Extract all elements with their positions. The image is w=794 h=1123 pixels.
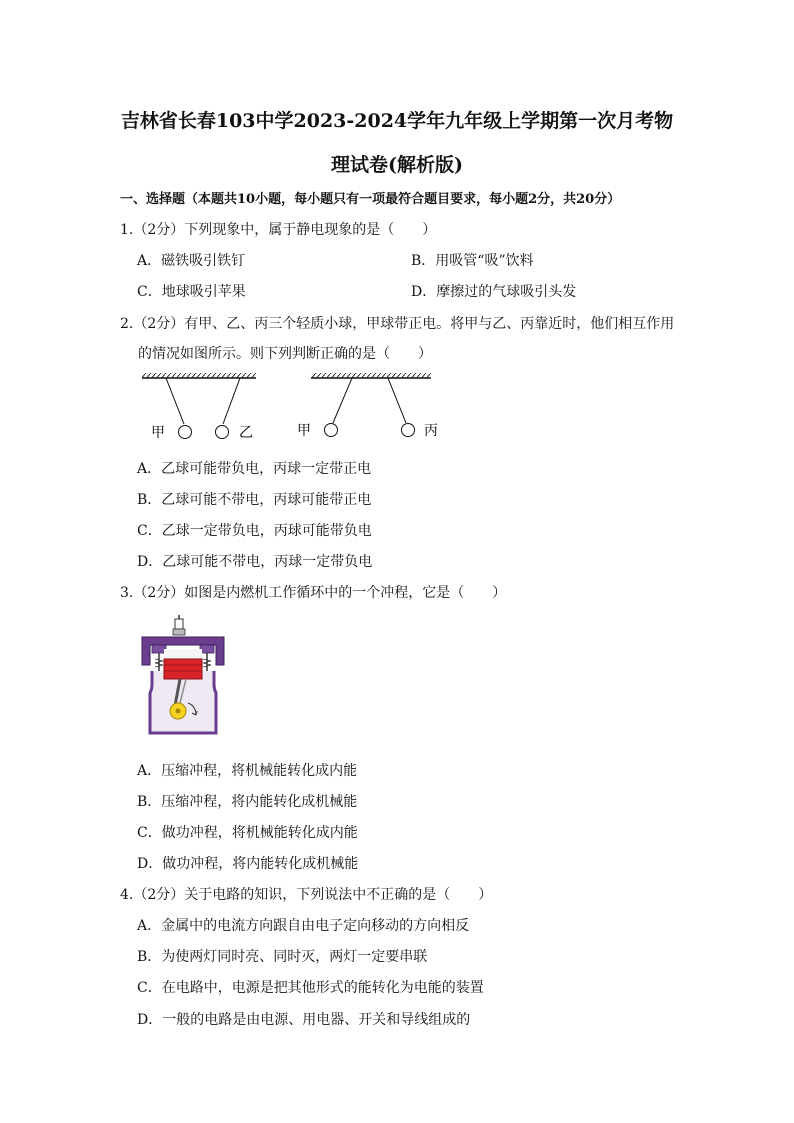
q2-option-c: C．乙球一定带负电，丙球可能带负电 [137, 523, 372, 539]
section-heading: 一、选择题（本题共10小题，每小题只有一项最符合题目要求，每小题2分，共20分） [120, 192, 621, 207]
q2-figure-pendulums [130, 368, 450, 448]
ball-yi [216, 426, 229, 439]
q3-option-a: A．压缩冲程，将机械能转化成内能 [137, 763, 358, 779]
label-jia1: 甲 [151, 425, 165, 441]
q4-option-a: A．金属中的电流方向跟自由电子定向移动的方向相反 [137, 918, 470, 934]
thread-jia2 [333, 378, 352, 423]
exam-title-line1: 吉林省长春103中学2023-2024学年九年级上学期第一次月考物 [120, 110, 674, 132]
q3-option-b: B．压缩冲程，将内能转化成机械能 [137, 794, 358, 810]
thread-yi [223, 378, 240, 424]
q2-option-d: D．乙球可能不带电，丙球一定带负电 [137, 554, 373, 570]
ball-bing [402, 424, 415, 437]
q1-option-a: A．磁铁吸引铁钉 [137, 253, 246, 269]
label-yi: 乙 [239, 425, 253, 441]
q2-option-b: B．乙球可能不带电，丙球可能带正电 [137, 492, 372, 508]
ceiling-left [142, 373, 256, 378]
q1-option-c: C．地球吸引苹果 [137, 284, 246, 300]
ball-jia1 [179, 426, 192, 439]
q4-option-b: B．为使两灯同时亮、同时灭，两灯一定要串联 [137, 949, 428, 965]
q2-stem-line2: 的情况如图所示。则下列判断正确的是（ ） [138, 346, 432, 362]
label-jia2: 甲 [297, 423, 311, 439]
q4-option-c: C．在电路中，电源是把其他形式的能转化为电能的装置 [137, 980, 484, 996]
label-bing: 丙 [424, 423, 438, 439]
ball-jia2 [325, 424, 338, 437]
thread-jia1 [166, 378, 184, 424]
thread-bing [388, 378, 406, 423]
q4-stem: 4.（2分）关于电路的知识，下列说法中不正确的是（ ） [120, 887, 493, 903]
q2-option-a: A．乙球可能带负电，丙球一定带正电 [137, 461, 372, 477]
q1-option-b: B．用吸管“吸”饮料 [411, 253, 534, 269]
q2-stem-line1: 2.（2分）有甲、乙、丙三个轻质小球，甲球带正电。将甲与乙、丙靠近时，他们相互作用 [120, 316, 675, 332]
q3-figure-engine-cylinder [138, 615, 228, 739]
q3-option-d: D．做功冲程，将内能转化成机械能 [137, 856, 359, 872]
q4-option-d: D．一般的电路是由电源、用电器、开关和导线组成的 [137, 1012, 471, 1028]
ceiling-right [311, 373, 431, 378]
exam-title-line2: 理试卷(解析版) [331, 154, 463, 176]
q1-stem: 1.（2分）下列现象中，属于静电现象的是（ ） [120, 222, 437, 238]
q3-option-c: C．做功冲程，将机械能转化成内能 [137, 825, 358, 841]
q3-stem: 3.（2分）如图是内燃机工作循环中的一个冲程，它是（ ） [120, 585, 507, 601]
q1-option-d: D．摩擦过的气球吸引头发 [411, 284, 577, 300]
spark-plug-icon [173, 615, 185, 635]
piston-icon [164, 659, 202, 679]
